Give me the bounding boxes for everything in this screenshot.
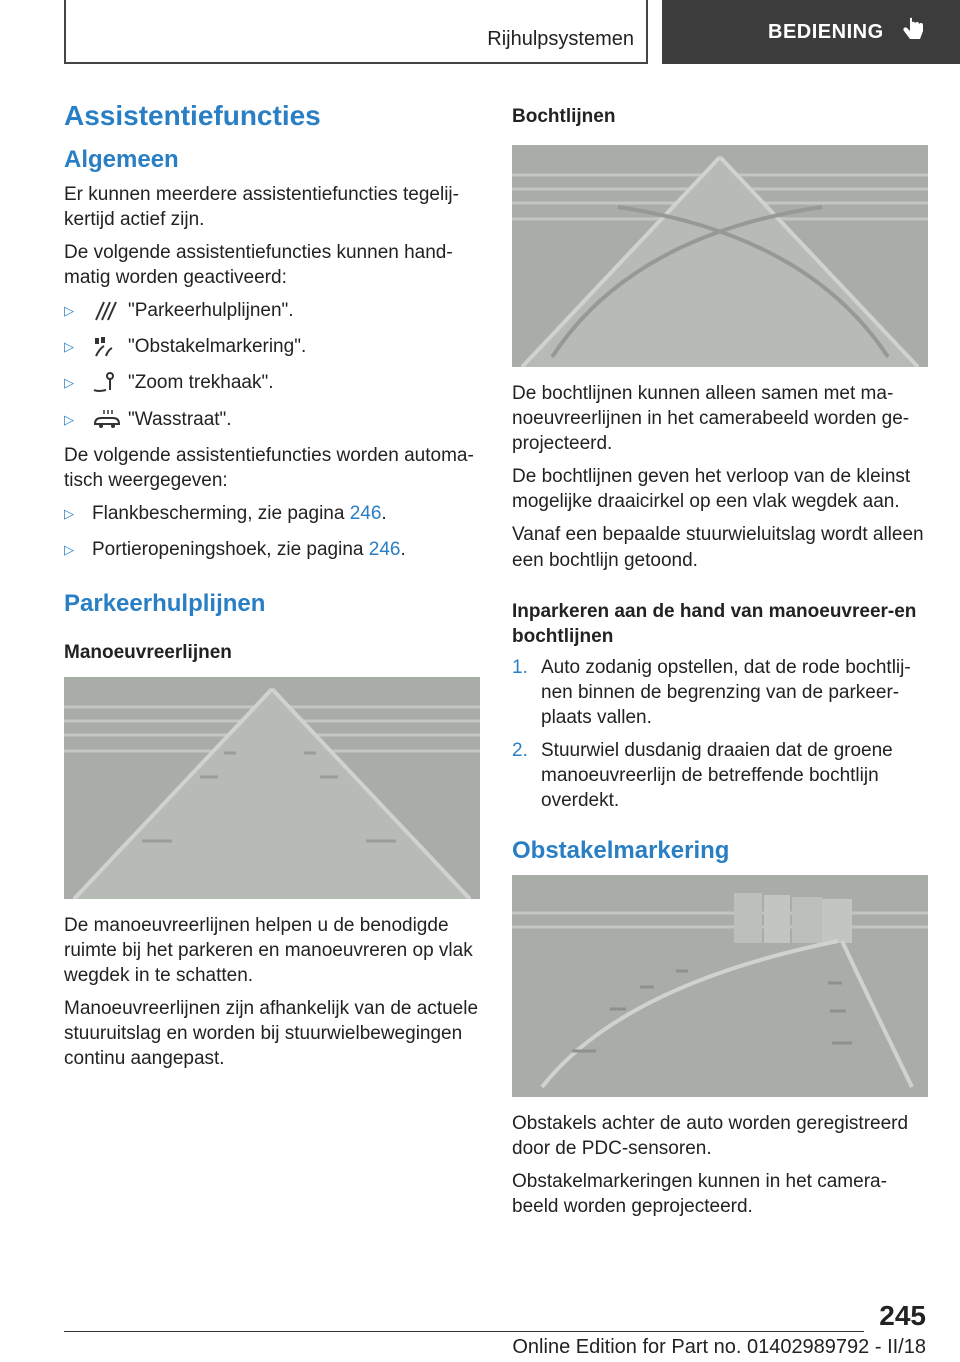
paragraph: De bochtlijnen kunnen alleen samen met ma‐noeuvreerlijnen in het camerabeeld worden ge‐projecteerd. bbox=[512, 383, 910, 455]
bullet-triangle-icon: ▷ bbox=[64, 375, 74, 391]
manoeuvre-lines-heading: Manoeuvreerlijnen bbox=[64, 641, 232, 663]
paragraph: Obstakelmarkeringen kunnen in het camera‐beeld worden geprojecteerd. bbox=[512, 1171, 887, 1218]
list-item bbox=[64, 334, 480, 359]
obstacle-marking-figure bbox=[512, 875, 928, 1097]
paragraph: Manoeuvreerlijnen zijn afhankelijk van de actuele stuuruitslag en worden bij stuurwielbewegingen continu aangepast. bbox=[64, 998, 479, 1070]
list-item-text: "Obstakelmarkering". bbox=[128, 336, 307, 358]
bullet-triangle-icon: ▷ bbox=[64, 505, 74, 521]
obstacle-marking-heading: Obstakelmarkering bbox=[512, 837, 730, 865]
left-column bbox=[64, 100, 480, 1079]
paragraph: De volgende assistentiefuncties kunnen hand‐matig worden geactiveerd: bbox=[64, 242, 453, 289]
bullet-triangle-icon: ▷ bbox=[64, 411, 74, 427]
step-number: 1. bbox=[512, 656, 528, 678]
list-item-text: "Wasstraat". bbox=[128, 408, 232, 430]
bullet-triangle-icon: ▷ bbox=[64, 541, 74, 557]
footer-edition: Online Edition for Part no. 01402989792 - II/18 bbox=[512, 1336, 926, 1358]
paragraph: De bochtlijnen geven het verloop van de kleinst mogelijke draaicirkel op een vlak wegdek aan. bbox=[512, 466, 911, 513]
manual-functions-list bbox=[64, 298, 480, 431]
procedure-steps-list bbox=[512, 655, 928, 813]
procedure-heading: Inparkeren aan de hand van manoeuvreer‐en bochtlijnen bbox=[512, 600, 917, 647]
general-heading: Algemeen bbox=[64, 146, 179, 173]
list-item: ▷ Flankbescherming, zie pagina 246. bbox=[64, 502, 387, 524]
curve-lines-heading: Bochtlijnen bbox=[512, 106, 616, 127]
paragraph: Er kunnen meerdere assistentiefuncties tegelij‐kertijd actief zijn. bbox=[64, 184, 459, 231]
list-item bbox=[64, 298, 480, 323]
right-column bbox=[512, 104, 928, 1228]
bullet-triangle-icon: ▷ bbox=[64, 303, 74, 319]
list-item-text: Portieropeningshoek, zie pagina bbox=[92, 538, 369, 560]
curve-lines-figure bbox=[512, 145, 928, 367]
page-number: 245 bbox=[879, 1300, 926, 1331]
footer-divider bbox=[64, 1331, 864, 1332]
list-item-text: "Zoom trekhaak". bbox=[128, 372, 274, 394]
parking-lines-icon bbox=[92, 300, 124, 322]
auto-functions-list bbox=[64, 501, 480, 562]
list-item-text: Auto zodanig opstellen, dat de rode bochtlij‐nen binnen de begrenzing van de parkeer‐plaats vallen. bbox=[541, 656, 911, 728]
page-title: Assistentiefuncties bbox=[64, 100, 321, 131]
tow-hitch-zoom-icon bbox=[92, 372, 124, 394]
header-chapter-tab bbox=[662, 0, 960, 64]
manoeuvre-lines-figure bbox=[64, 677, 480, 899]
paragraph: Vanaf een bepaalde stuurwieluitslag wordt alleen een bochtlijn getoond. bbox=[512, 524, 924, 571]
list-item: ▷ Portieropeningshoek, zie pagina 246. bbox=[64, 538, 406, 560]
chapter-label: BEDIENING bbox=[768, 20, 884, 43]
obstacle-marking-icon bbox=[92, 336, 124, 358]
list-item-text: "Parkeerhulplijnen". bbox=[128, 300, 294, 322]
list-item bbox=[64, 370, 480, 395]
step-number: 2. bbox=[512, 740, 528, 762]
parking-lines-heading: Parkeerhulplijnen bbox=[64, 589, 266, 617]
bullet-triangle-icon: ▷ bbox=[64, 339, 74, 355]
page-reference-link[interactable]: 246 bbox=[368, 538, 401, 560]
paragraph: De manoeuvreerlijnen helpen u de benodigde ruimte bij het parkeren en manoeuvreren op vlak wegdek in te schatten. bbox=[64, 915, 473, 987]
list-item-text: Stuurwiel dusdanig draaien dat de groene manoeuvreerlijn de betreffende bochtlijn overdekt. bbox=[541, 740, 893, 812]
list-item bbox=[64, 407, 480, 432]
page-reference-link[interactable]: 246 bbox=[349, 502, 382, 524]
list-item bbox=[512, 655, 928, 730]
header-section-title: Rijhulpsystemen bbox=[487, 28, 634, 50]
paragraph: De volgende assistentiefuncties worden automa‐tisch weergegeven: bbox=[64, 444, 474, 491]
car-wash-icon bbox=[92, 408, 124, 430]
paragraph: Obstakels achter de auto worden geregistreerd door de PDC-sensoren. bbox=[512, 1113, 909, 1160]
list-item-text: Flankbescherming, zie pagina bbox=[92, 502, 350, 524]
hand-pointer-icon bbox=[902, 17, 926, 48]
list-item bbox=[512, 738, 928, 813]
